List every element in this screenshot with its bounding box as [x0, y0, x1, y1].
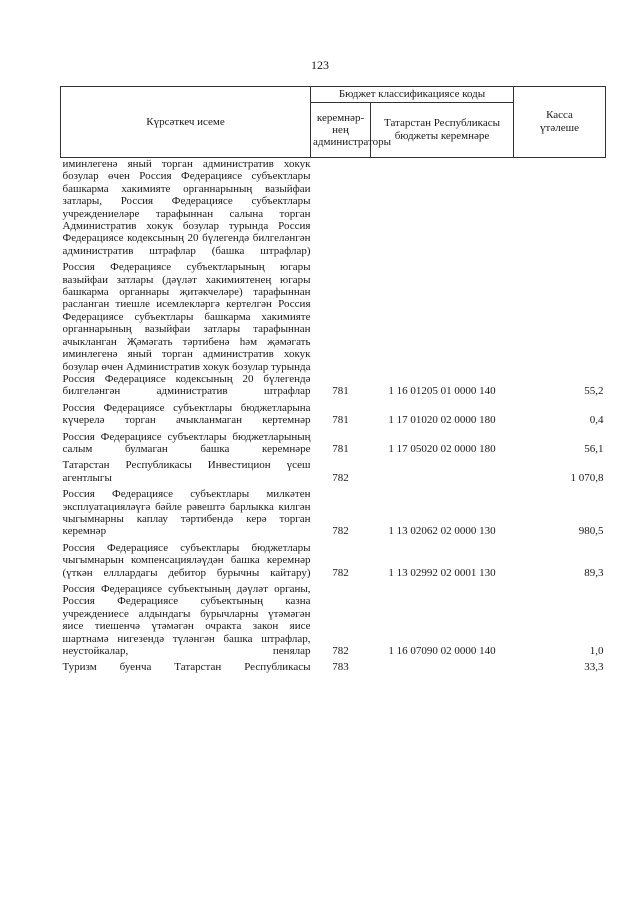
row-amount: 55,2	[584, 385, 604, 398]
row-admin: 783	[332, 661, 349, 674]
row-code: 1 16 01205 01 0000 140	[388, 385, 496, 398]
row-admin: 782	[332, 645, 349, 658]
row-admin: 781	[332, 414, 349, 427]
row-code: 1 13 02062 02 0000 130	[388, 525, 496, 538]
row-name: Россия Федерациясе субъектлары бюджетларына күчерелә торган ачыкланмаган кертемнәр	[62, 401, 311, 427]
row-code: 1 17 05020 02 0000 180	[388, 442, 496, 455]
table-row	[61, 657, 606, 673]
row-admin: 782	[332, 566, 349, 579]
table-row	[61, 455, 606, 484]
header-budget-group: Бюджет классификациясе коды	[311, 87, 514, 103]
table-header	[61, 87, 606, 158]
budget-table	[60, 86, 606, 674]
row-code: 1 17 01020 02 0000 180	[388, 414, 496, 427]
row-amount	[514, 158, 606, 258]
row-amount: 0,4	[589, 414, 604, 427]
row-code	[371, 158, 514, 258]
row-name: иминлегенә яный торган административ хокук бозулар өчен Россия Федерациясе субъектлары башкарма хакимияте органнарының вазыйфаи затлары, Россия Федерациясе субъектлары учреждениеләре тарафыннан салына торган Административ хокук бозулар турында Россия Федерациясе кодексының 20 бүлегендә билгеләнгән административ штрафлар (башка штрафлар)	[62, 158, 311, 257]
row-amount: 89,3	[584, 566, 604, 579]
header-admin: керемнәр-нең администраторы	[311, 103, 371, 158]
table-row	[61, 538, 606, 579]
table-row	[61, 579, 606, 657]
row-name: Россия Федерациясе субъектлары бюджетларының салым булмаган башка керемнәре	[62, 430, 311, 455]
row-admin: 781	[332, 442, 349, 455]
row-code	[371, 657, 514, 673]
page-number: 123	[311, 58, 329, 72]
header-indicator: Күрсәткеч исеме	[61, 87, 311, 158]
table-body	[61, 158, 606, 674]
row-name: Россия Федерациясе субъектлары милкәтен эксплуатацияләүгә бәйле рәвештә барлыкка килгән чыгымнарны каплау тәртибендә керә торган керемнәр	[62, 488, 311, 538]
table-row	[61, 484, 606, 538]
row-admin: 781	[332, 385, 349, 398]
row-admin: 782	[332, 471, 349, 484]
header-cash: Касса үтәлеше	[514, 87, 606, 158]
table-row	[61, 158, 606, 258]
row-name: Россия Федерациясе субъектының дәүләт органы, Россия Федерациясе субъектының казна учреждениесе алдындагы бурычларны үтәмәгән яисе тиешенчә үтәмәгән очракта закон яисе шартнамә нигезендә түләнгән башка штрафлар, неустойкалар, пенялар	[62, 583, 311, 658]
row-amount: 980,5	[578, 525, 604, 538]
header-budget-code: Татарстан Республикасы бюджеты керемнәре	[371, 103, 514, 158]
row-amount: 56,1	[584, 442, 604, 455]
row-amount: 1,0	[589, 645, 604, 658]
row-name: Туризм буенча Татарстан Республикасы	[62, 661, 311, 674]
row-name: Россия Федерациясе субъектлары бюджетлары чыгымнарын компенсацияләүдән башка керемнәр (үткән елллардагы дебитор бурычны кайтару)	[62, 541, 311, 579]
row-code	[371, 455, 514, 484]
table-row	[61, 257, 606, 397]
row-code: 1 16 07090 02 0000 140	[388, 645, 496, 658]
row-name: Россия Федерациясе субъектларының югары вазыйфаи затлары (дәүләт хакимиятенең югары башкарма органнары җитәкчеләре) тарафыннан расланган тиешле исемлекләргә кертелгән Россия Федерациясе субъектлары башкарма хакимияте органнарының вазыйфаи затлары тарафыннан ачыкланган Җәмәгать тәртибенә һәм җәмәгать иминлегенә яный торган административ хокук бозулар өчен Административ хокук бозулар турында Россия Федерациясе кодексының 20 бүлегендә билгеләнгән административ штрафлар	[62, 261, 311, 398]
row-amount: 1 070,8	[570, 471, 604, 484]
row-name: Татарстан Республикасы Инвестицион үсеш агентлыгы	[62, 459, 311, 484]
row-admin: 782	[332, 525, 349, 538]
row-amount: 33,3	[584, 661, 604, 674]
row-admin	[311, 158, 371, 258]
table-row	[61, 427, 606, 456]
row-code: 1 13 02992 02 0001 130	[388, 566, 496, 579]
table-row	[61, 398, 606, 427]
